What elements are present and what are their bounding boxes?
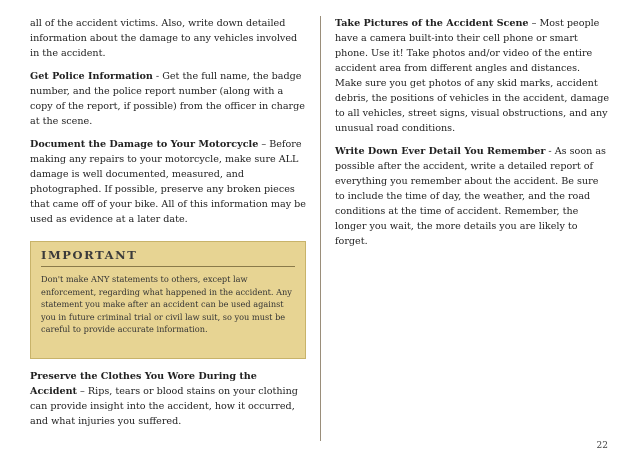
pictures-body: – Most people have a camera built-into their cell phone or smart phone. Use it! Take photos and/or video of the entire accident area from different angles and distances. Make sure you get photos of any skid marks, accident debris, the positions of vehicles in the accident, damage to all vehicles, street signs, visual obstructions, and any unusual road conditions. bbox=[335, 18, 610, 134]
important-body: Don't make ANY statements to others, except law enforcement, regarding what happened in the accident. Any statement you make after an accident can be used against you in future criminal trial or civil law suit, so you must be careful to provide accurate information. bbox=[41, 274, 292, 334]
damage-paragraph bbox=[30, 137, 306, 227]
police-info-body: - Get the full name, the badge number, and the police report number (along with a copy of the report, if possible) from the officer in charge at the scene. bbox=[30, 71, 305, 127]
write-down-paragraph bbox=[335, 144, 610, 249]
write-down-heading: Write Down Ever Detail You Remember bbox=[335, 146, 546, 157]
intro-paragraph: all of the accident victims. Also, write down detailed information about the damage to any vehicles involved in the accident. bbox=[30, 18, 298, 59]
right-column bbox=[335, 16, 610, 257]
column-divider bbox=[320, 16, 321, 441]
police-info-paragraph bbox=[30, 69, 306, 129]
pictures-paragraph bbox=[335, 16, 610, 136]
write-down-body: - As soon as possible after the accident, write a detailed report of everything you remember about the accident. Be sure to include the time of day, the weather, and the road conditions at the time of accident. Remember, the longer you wait, the more details you are likely to forget. bbox=[335, 146, 606, 247]
police-info-heading: Get Police Information bbox=[30, 71, 153, 82]
clothes-paragraph bbox=[30, 369, 306, 429]
damage-heading: Document the Damage to Your Motorcycle bbox=[30, 139, 259, 150]
important-title: IMPORTANT bbox=[41, 248, 295, 267]
important-callout bbox=[30, 241, 306, 359]
clothes-heading: Preserve the Clothes You Wore During the Accident bbox=[30, 370, 257, 397]
page-number: 22 bbox=[596, 441, 608, 451]
clothes-body: – Rips, tears or blood stains on your clothing can provide insight into the accident, how it occurred, and what injuries you suffered. bbox=[30, 385, 298, 427]
damage-body: – Before making any repairs to your motorcycle, make sure ALL damage is well documented, measured, and photographed. If possible, preserve any broken pieces that came off of your bike. All of this information may be used as evidence at a later date. bbox=[30, 139, 306, 225]
pictures-heading: Take Pictures of the Accident Scene bbox=[335, 18, 529, 29]
left-column bbox=[30, 16, 306, 437]
